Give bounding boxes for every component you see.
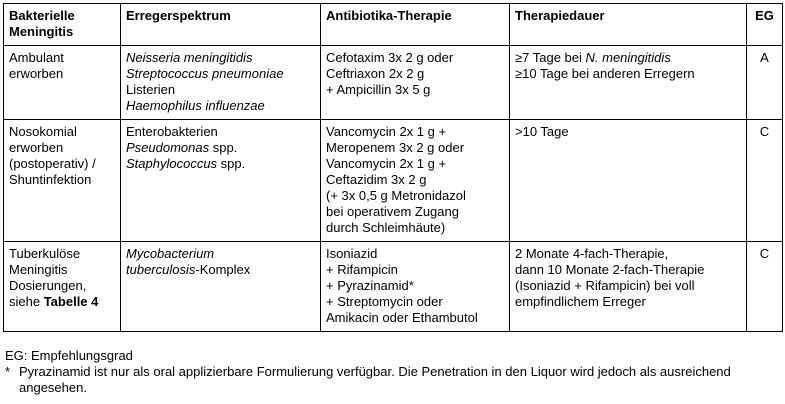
cell-duration: 2 Monate 4-fach-Therapie, dann 10 Monate 2-fach-Therapie (Isoniazid + Rifampicin) bei voll empfindlichem Erreger bbox=[510, 242, 747, 332]
cell-therapy: Cefotaxim 3x 2 g oder Ceftriaxon 2x 2 g + Ampicillin 3x 5 g bbox=[321, 46, 510, 120]
cell-pathogens: Mycobacterium tuberculosis-Komplex bbox=[121, 242, 321, 332]
cell-duration: ≥7 Tage bei N. meningitidis ≥10 Tage bei anderen Erregern bbox=[510, 46, 747, 120]
cell-meningitis-type: Tuberkulöse Meningitis Dosierungen, siehe Tabelle 4 bbox=[4, 242, 121, 332]
header-therapy-duration: Therapiedauer bbox=[510, 4, 747, 46]
table-row bbox=[4, 46, 783, 120]
table-header-row bbox=[4, 4, 783, 46]
cell-therapy: Vancomycin 2x 1 g + Meropenem 3x 2 g oder Vancomycin 2x 1 g + Ceftazidim 3x 2 g (+ 3x 0,5 g Metronidazol bei operativem Zugang durch Schleimhäute) bbox=[321, 120, 510, 242]
abbreviation-note: EG: Empfehlungsgrad bbox=[5, 348, 133, 363]
cell-grade: A bbox=[747, 46, 783, 120]
cell-grade: C bbox=[747, 242, 783, 332]
meningitis-therapy-table bbox=[3, 3, 783, 332]
cell-pathogens: Neisseria meningitidis Streptococcus pneumoniae Listerien Haemophilus influenzae bbox=[121, 46, 321, 120]
cell-meningitis-type: Nosokomial erworben (postoperativ) / Shuntinfektion bbox=[4, 120, 121, 242]
header-recommendation-grade: EG bbox=[747, 4, 783, 46]
table-row bbox=[4, 242, 783, 332]
header-antibiotic-therapy: Antibiotika-Therapie bbox=[321, 4, 510, 46]
footnote-mark: * bbox=[5, 364, 11, 379]
table-row bbox=[4, 120, 783, 242]
cell-pathogens: Enterobakterien Pseudomonas spp. Staphylococcus spp. bbox=[121, 120, 321, 242]
cell-meningitis-type: Ambulant erworben bbox=[4, 46, 121, 120]
cell-grade: C bbox=[747, 120, 783, 242]
footnote-text: Pyrazinamid ist nur als oral applizierbare Formulierung verfügbar. Die Penetration in den Liquor wird jedoch als ausreichend angesehen. bbox=[19, 364, 731, 395]
cell-therapy: Isoniazid + Rifampicin + Pyrazinamid* + Streptomycin oder Amikacin oder Ethambutol bbox=[321, 242, 510, 332]
header-pathogen-spectrum: Erregerspektrum bbox=[121, 4, 321, 46]
table-footer bbox=[5, 348, 780, 396]
header-bacterial-meningitis: Bakterielle Meningitis bbox=[4, 4, 121, 46]
table-4-reference: Tabelle 4 bbox=[43, 294, 99, 309]
footnote bbox=[5, 364, 780, 396]
cell-duration: >10 Tage bbox=[510, 120, 747, 242]
